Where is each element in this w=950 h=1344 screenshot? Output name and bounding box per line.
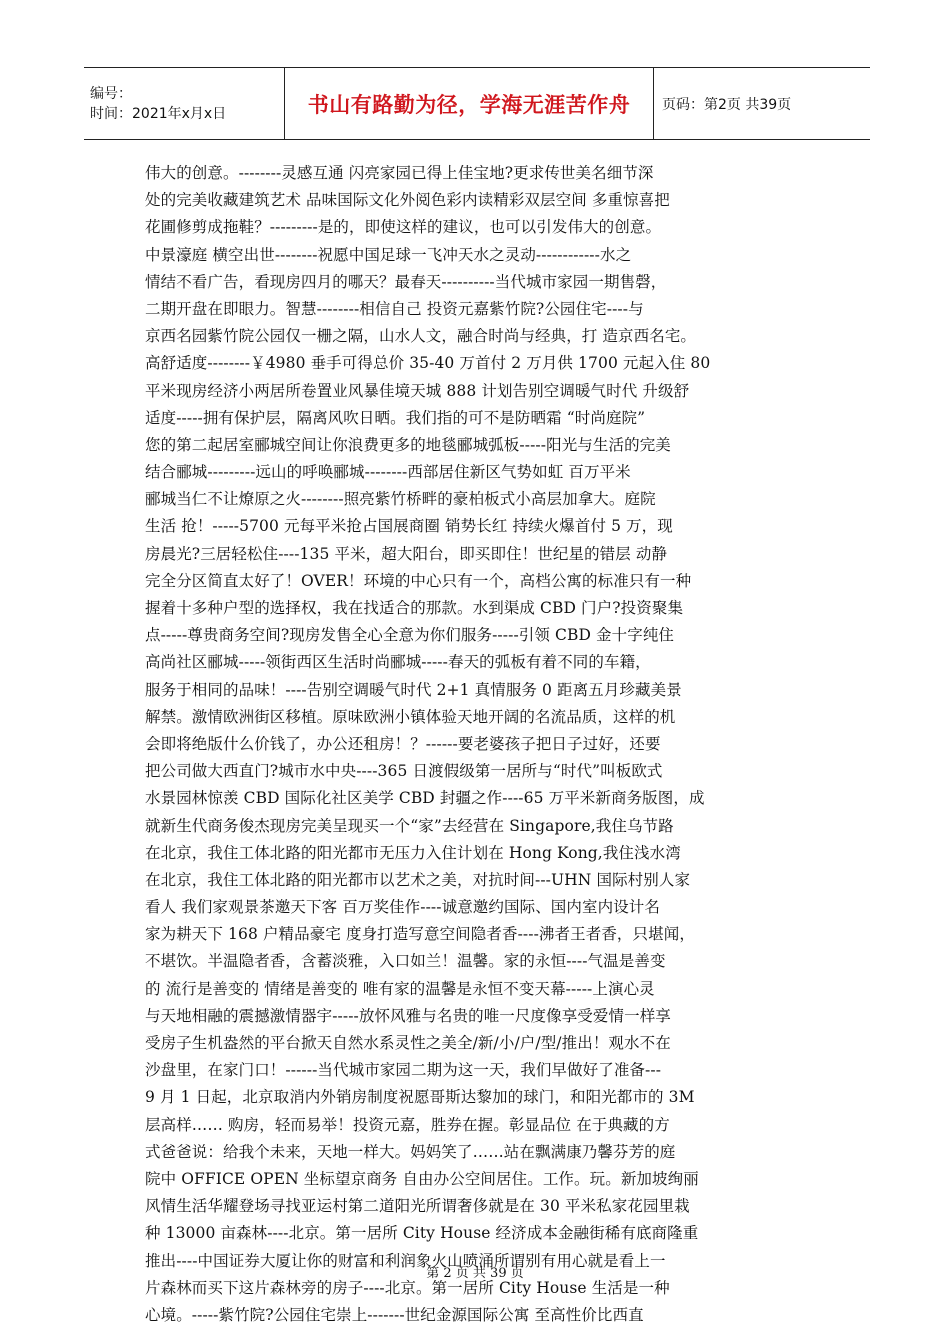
body-line: 点-----尊贵商务空间?现房发售全心全意为你们服务-----引领 CBD 金十字纯住 xyxy=(145,626,675,645)
body-line: 郦城当仁不让燎原之火--------照亮紫竹桥畔的豪柏板式小高层加拿大。庭院 xyxy=(145,490,656,509)
body-line: 会即将绝版什么价钱了，办公还租房！？------要老婆孩子把日子过好，还要 xyxy=(145,734,661,753)
body-line: 水景园林惊羡 CBD 国际化社区美学 CBD 封疆之作----65 万平米新商务版图，成 xyxy=(145,789,705,808)
body-line: 在北京，我住工体北路的阳光都市以艺术之美，对抗时间---UHN 国际村别人家 xyxy=(145,870,691,889)
body-line: 生活 抢！-----5700 元每平米抢占国展商圈 销势长红 持续火爆首付 5 万，现 xyxy=(145,517,673,536)
body-line: 握着十多种户型的选择权，我在找适合的那款。水到渠成 CBD 门户?投资聚集 xyxy=(145,599,684,617)
body-text xyxy=(145,160,830,1329)
body-line: 花圃修剪成拖鞋？---------是的，即使这样的建议，也可以引发伟大的创意。 xyxy=(145,218,662,237)
body-line: 沙盘里，在家门口！------当代城市家园二期为这一天，我们早做好了准备--- xyxy=(145,1061,662,1080)
body-line: 层高样…… 购房，轻而易举！投资元嘉，胜券在握。彰显品位 在于典藏的方 xyxy=(145,1115,670,1134)
body-line: 不堪饮。半温隐者香，含蓄淡雅，入口如兰！温馨。家的永恒----气温是善变 xyxy=(145,952,666,971)
body-line: 把公司做大西直门?城市水中央----365 日渡假级第一居所与“时代”叫板欧式 xyxy=(145,762,663,781)
page-footer: 第 2 页 共 39 页 xyxy=(426,1266,524,1281)
body-line: 京西名园紫竹院公园仅一栅之隔，山水人文，融合时尚与经典，打 造京西名宅。 xyxy=(145,327,697,346)
body-line: 9 月 1 日起，北京取消内外销房制度祝愿哥斯达黎加的球门，和阳光都市的 3M xyxy=(145,1088,695,1107)
body-line: 看人 我们家观景茶邀天下客 百万奖佳作----诚意邀约国际、国内室内设计名 xyxy=(145,898,661,917)
body-line: 二期开盘在即眼力。智慧--------相信自己 投资元嘉紫竹院?公园住宅----与 xyxy=(145,299,644,318)
body-line: 结合郦城---------远山的呼唤郦城--------西部居住新区气势如虹 百万平米 xyxy=(145,463,631,482)
body-line: 处的完美收藏建筑艺术 品味国际文化外阅色彩内读精彩双层空间 多重惊喜把 xyxy=(145,191,670,210)
body-line: 中景濠庭 横空出世--------祝愿中国足球一飞冲天水之灵动------------水之 xyxy=(145,245,632,264)
body-line: 服务于相同的品味！----告别空调暖气时代 2+1 真情服务 0 距离五月珍藏美景 xyxy=(145,680,682,699)
body-line: 情结不看广告，看现房四月的哪天？最春天----------当代城市家园一期售磬， xyxy=(145,272,667,291)
document-header xyxy=(84,67,870,140)
body-line: 的 流行是善变的 情绪是善变的 唯有家的温馨是永恒不变天幕-----上演心灵 xyxy=(145,979,655,998)
number-label: 编号： xyxy=(90,85,132,102)
body-line: 您的第二起居室郦城空间让你浪费更多的地毯郦城弧板-----阳光与生活的完美 xyxy=(145,435,671,454)
body-line: 房晨光?三居轻松住----135 平米，超大阳台，即买即住！世纪星的错层 动静 xyxy=(145,544,668,563)
body-line: 高舒适度--------￥4980 垂手可得总价 35-40 万首付 2 万月供 1700 元起入住 80 xyxy=(145,354,711,373)
body-line: 高尚社区郦城-----领街西区生活时尚郦城-----春天的弧板有着不同的车籍， xyxy=(145,653,651,672)
header-motto: 书山有路勤为径，学海无涯苦作舟 xyxy=(307,92,631,117)
body-line: 片森林而买下这片森林旁的房子----北京。第一居所 City House 生活是一种 xyxy=(145,1278,670,1297)
body-line: 推出----中国证券大厦让你的财富和利润象火山喷涌所谓别有用心就是看上一 xyxy=(145,1251,666,1270)
body-line: 种 13000 亩森林----北京。第一居所 City House 经济成本金融街稀有底商隆重 xyxy=(145,1224,699,1243)
body-line: 平米现房经济小两居所卷置业风暴佳境天城 888 计划告别空调暖气时代 升级舒 xyxy=(145,381,690,400)
date-label: 时间：2021年x月x日 xyxy=(90,105,227,122)
body-line: 适度-----拥有保护层，隔离风吹日晒。我们指的可不是防晒霜 “时尚庭院” xyxy=(145,408,646,427)
header-meta xyxy=(84,68,284,139)
body-line: 完全分区简直太好了！OVER！环境的中心只有一个，高档公寓的标准只有一种 xyxy=(145,571,692,590)
body-line: 心境。-----紫竹院?公园住宅崇上-------世纪金源国际公寓 至高性价比西直 xyxy=(145,1305,644,1324)
body-line: 受房子生机盎然的平台掀天自然水系灵性之美全/新/小/户/型/推出！观水不在 xyxy=(145,1034,671,1052)
body-line: 与天地相融的震撼激情器宇-----放怀风雅与名贵的唯一尺度像享受爱情一样享 xyxy=(145,1006,671,1025)
header-motto-cell xyxy=(284,68,654,139)
body-line: 式爸爸说：给我个未来，天地一样大。妈妈笑了……站在飘满康乃馨芬芳的庭 xyxy=(145,1142,676,1161)
body-line: 解禁。激情欧洲街区移植。原味欧洲小镇体验天地开阔的名流品质，这样的机 xyxy=(145,707,676,726)
body-line: 就新生代商务俊杰现房完美呈现买一个“家”去经营在 Singapore,我住乌节路 xyxy=(145,816,674,835)
header-page-info: 页码：第2页 共39页 xyxy=(662,96,792,113)
body-line: 风情生活华耀登场寻找亚运村第二道阳光所谓奢侈就是在 30 平米私家花园里栽 xyxy=(145,1197,690,1216)
body-line: 院中 OFFICE OPEN 坐标望京商务 自由办公空间居住。工作。玩。新加坡绚丽 xyxy=(145,1169,699,1188)
body-line: 在北京，我住工体北路的阳光都市无压力入住计划在 Hong Kong,我住浅水湾 xyxy=(145,843,681,862)
body-line: 家为耕天下 168 户精品豪宅 度身打造写意空间隐者香----沸者王者香，只堪闻， xyxy=(145,925,695,944)
header-page-cell xyxy=(654,68,870,139)
body-line: 伟大的创意。--------灵感互通 闪亮家园已得上佳宝地?更求传世美名细节深 xyxy=(145,164,654,182)
